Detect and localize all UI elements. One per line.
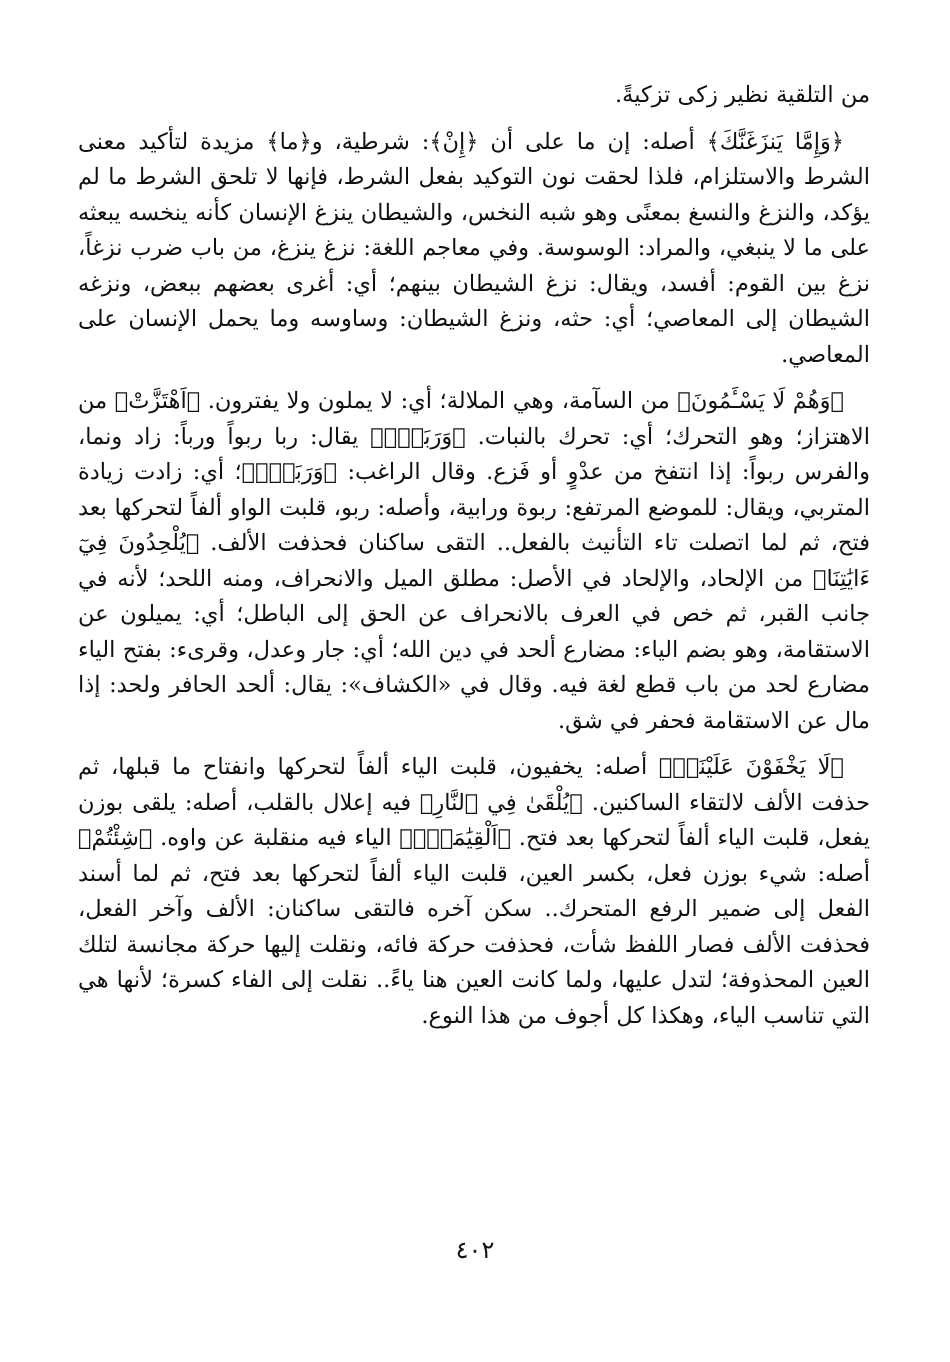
paragraph-1: من التلقية نظير زكى تزكيةً. [614, 82, 870, 108]
paragraph-3: ﴿وَهُمْ لَا يَسْـَٔمُونَ﴾ من السآمة، وهي الملالة؛ أي: لا يملون ولا يفترون. ﴿اَهْتَزَّتْ﴾ من الاهتزاز؛ وهو التحرك؛ أي: تحرك بالنبات. ﴿وَرَبَتْۚ﴾ يقال: ربا ربواً ورباً: زاد ونما، والفرس ربواً: إذا انتفخ من عدْوٍ أو فَزع. وقال الراغب: ﴿وَرَبَتْۚ﴾؛ أي: زادت زيادة المتربي، ويقال: للموضع المرتفع: ربوة ورابية، وأصله: ربو، قلبت الواو ألفاً لتحركها بعد فتح، ثم لما اتصلت تاء التأنيث بالفعل.. التقى ساكنان فحذفت الألف. ﴿يُلْحِدُونَ فِيٓ ءَايَٰتِنَا﴾ من الإلحاد، والإلحاد في الأصل: مطلق الميل والانحراف، ومنه اللحد؛ لأنه في جانب القبر، ثم خص في العرف بالانحراف عن الحق إلى الباطل؛ أي: يميلون عن الاستقامة، وهو بضم الياء: مضارع ألحد في دين الله؛ أي: جار وعدل، وقرىء: بفتح الياء مضارع لحد من باب قطع لغة فيه. وقال في «الكشاف»: يقال: ألحد الحافر ولحد: إذا مال عن الاستقامة فحفر في شق. [78, 388, 870, 734]
page-number: ٤٠٢ [455, 1236, 495, 1264]
page-body [78, 78, 870, 1034]
paragraph-2: ﴿وَإِمَّا يَنزَغَنَّكَ﴾ أصله: إن ما على أن ﴿إِنْ﴾: شرطية، و﴿ما﴾ مزيدة لتأكيد معنى الشرط والاستلزام، فلذا لحقت نون التوكيد بفعل الشرط، فإنها لا تلحق الشرط ما لم يؤكد، والنزغ والنسغ بمعنًى وهو شبه النخس، والشيطان ينزغ الإنسان كأنه ينخسه يبعثه على ما لا ينبغي، والمراد: الوسوسة. وفي معاجم اللغة: نزغ ينزغ، من باب ضرب نزغاً، نزغ بين القوم: أفسد، ويقال: نزغ الشيطان بينهم؛ أي: أغرى بعضهم ببعض، ونزغه الشيطان إلى المعاصي؛ أي: حثه، ونزغ الشيطان: وساوسه وما يحمل الإنسان على المعاصي. [78, 128, 870, 368]
paragraph-4: ﴿لَا يَخْفَوْنَ عَلَيْنَآۗ﴾ أصله: يخفيون، قلبت الياء ألفاً لتحركها وانفتاح ما قبلها، ثم حذفت الألف لالتقاء الساكنين. ﴿يُلْقَىٰ فِي ٱلنَّارِ﴾ فيه إعلال بالقلب، أصله: يلقى بوزن يفعل، قلبت الياء ألفاً لتحركها بعد فتح. ﴿اَلْقِيَٰمَةِۚ﴾ الياء فيه منقلبة عن واوه. ﴿شِئْتُمْ﴾ أصله: شيء بوزن فعل، بكسر العين، قلبت الياء ألفاً لتحركها بعد فتح، ثم لما أسند الفعل إلى ضمير الرفع المتحرك.. سكن آخره فالتقى ساكنان: الألف وآخر الفعل، فحذفت الألف فصار اللفظ شأت، فحذفت حركة فائه، ونقلت إليها حركة مجانسة لتلك العين المحذوفة؛ لتدل عليها، ولما كانت العين هنا ياءً.. نقلت إلى الفاء كسرة؛ لأنها هي التي تناسب الياء، وهكذا كل أجوف من هذا النوع. [78, 754, 870, 1029]
